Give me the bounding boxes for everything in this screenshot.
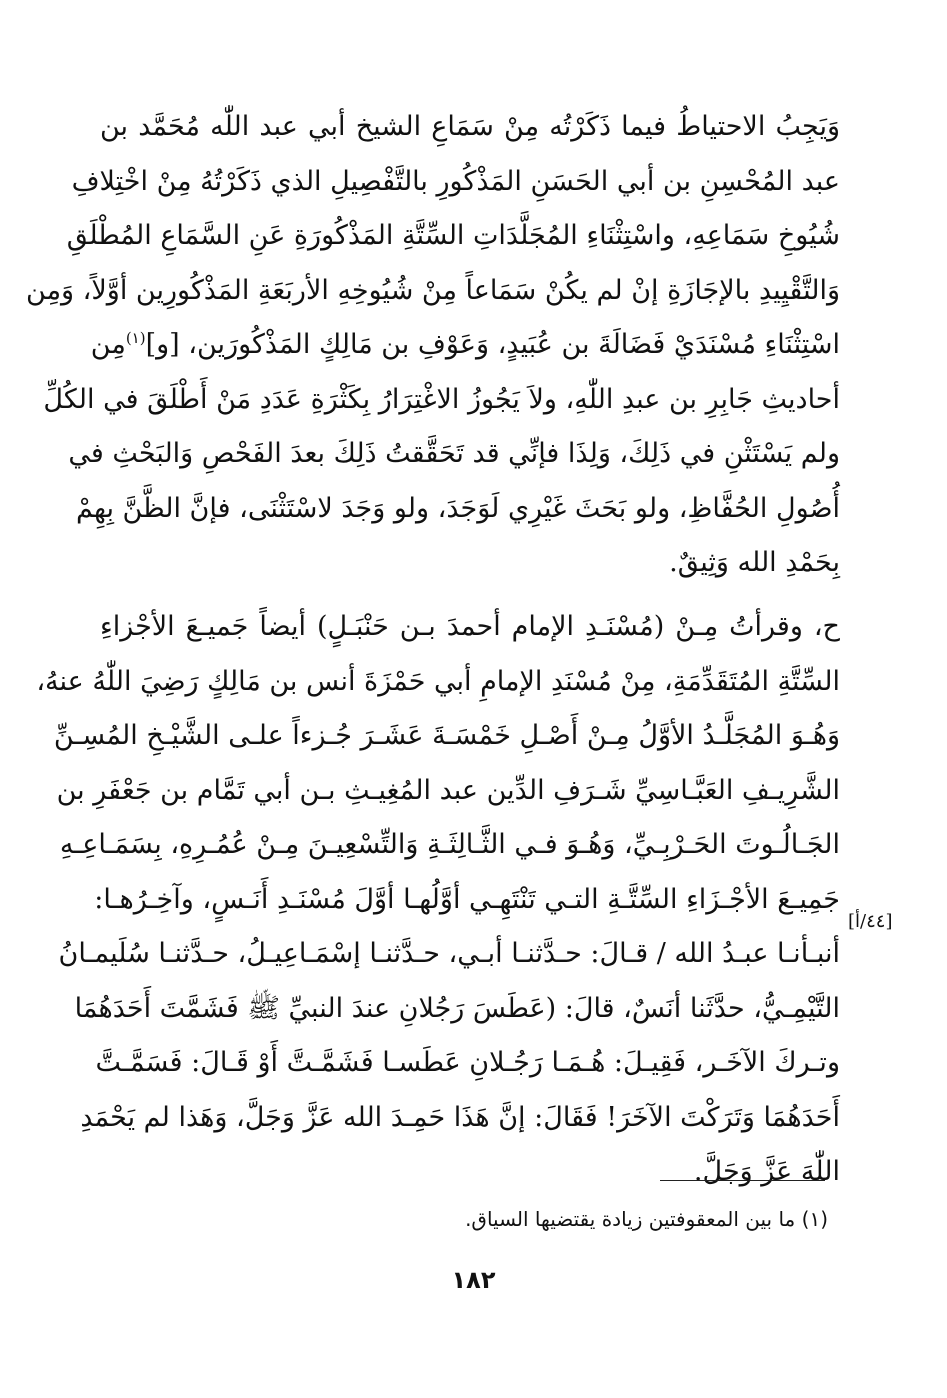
text-line: وَيَجِبُ الاحتياطُ فيما ذَكَرْتُه مِنْ سَمَاعِ الشيخ أبي عبد اللّٰه مُحَمَّد بن: [100, 111, 840, 142]
text-line: [90, 318, 840, 373]
text-segment: مِن: [90, 329, 126, 360]
text-line: وَهُـوَ المُجَلَّـدُ الأوَّلُ مِـنْ أَصْـلِ خَمْسَـةَ عَشَـرَ جُـزءاً علـى الشَّيْـخِ المُسِـنِّ: [53, 720, 840, 751]
text-line: الجَـالُـوتَ الحَـرْبِـيِّ، وَهُـوَ فـي الثَّـالِثَـةِ وَالتِّسْعِيـنَ مِـنْ عُمُـرِهِ، بِسَمَـاعِـهِ: [59, 829, 840, 860]
text-line: بِحَمْدِ الله وَثِيقٌ.: [669, 547, 840, 578]
text-line: السِّتَّةِ المُتَقَدِّمَةِ، مِنْ مُسْنَدِ الإمامِ أبي حَمْزَةَ أنس بن مَالِكٍ رَضِيَ اللّٰهُ عنهُ،: [36, 665, 840, 697]
footnote-marker: (١): [125, 329, 146, 347]
paragraph-1: [26, 100, 840, 591]
text-segment: اسْتِثْنَاءِ مُسْنَدَيْ فَضَالَةَ بن عُبَيدٍ، وَعَوْفِ بن مَالِكٍ المَذْكُورَين، [و]: [145, 329, 840, 360]
text-line: وَالتَّقْيِيدِ بالإجَازَةِ إنْ لم يكُنْ سَمَاعاً مِنْ شُيُوخِهِ الأربَعَةِ المَذْكُورِين أوَّلاً، وَمِن: [26, 274, 840, 306]
text-line: اللّٰهَ عَزَّ وَجَلَّ.: [693, 1156, 840, 1187]
footnote: (١) ما بين المعقوفتين زيادة يقتضيها السياق.: [465, 1207, 828, 1231]
text-line: الشَّرِيـفِ العَبَّـاسِيِّ شَـرَفِ الدِّين عبد المُغِيـثِ بـن أبي تَمَّام بن جَعْفَرِ بن: [56, 774, 840, 806]
text-line: ح، وقرأتُ مِـنْ (مُسْنَـدِ الإمام أحمدَ بـن حَنْبَـلٍ) أيضاً جَميـعَ الأجْزاءِ: [100, 611, 840, 642]
text-line: شُيُوخِ سَمَاعِهِ، واسْتِثْنَاءِ المُجَلَّدَاتِ السِّتَّةِ المَذْكُورَةِ عَنِ السَّمَاعِ المُطْلَقِ: [66, 220, 840, 251]
text-line: عبد المُحْسِنِ بن أبي الحَسَنِ المَذْكُورِ بالتَّفْصِيلِ الذي ذَكَرْتُهُ مِنْ اخْتِلافِ: [71, 165, 840, 197]
text-line: ولم يَسْتَثْنِ في ذَلِكَ، وَلِذَا فإنِّي قد تَحَقَّقتُ ذَلِكَ بعدَ الفَحْصِ وَالبَحْثِ في: [68, 438, 840, 469]
text-line: وتـركَ الآخَـر، فَقِيـلَ: هُـمَـا رَجُـلانِ عَطَسـا فَشَمَّـتَّ أَوْ قَـالَ: فَسَمَّـتَّ: [95, 1047, 840, 1078]
text-line: أَحَدَهُمَا وَتَرَكْتَ الآخَرَ! فَقَالَ: إنَّ هَذَا حَمِـدَ الله عَزَّ وَجَلَّ، وَهَذا لم يَحْمَدِ: [80, 1101, 840, 1133]
text-line: أحاديثِ جَابِرِ بن عبدِ اللّٰهِ، ولاَ يَجُوزُ الاغْتِرَارُ بِكَثْرَةِ عَدَدِ مَنْ أَطْلَقَ في الكُلِّ: [43, 383, 840, 415]
paragraph-2: [36, 600, 840, 1200]
footnote-divider: [660, 1180, 825, 1181]
text-line: التَّيْمِـيُّ، حدَّثَنا أنَسٌ، قالَ: (عَطَسَ رَجُلانِ عندَ النبيِّ ﷺ فَشَمَّتَ أَحَدَهُمَا: [74, 992, 840, 1024]
page-number: ١٨٢: [451, 1266, 496, 1294]
text-line: أُصُولِ الحُفَّاظِ، ولو بَحَثَ غَيْرِي لَوَجَدَ، ولو وَجَدَ لاسْتَثْنَى، فإنَّ الظَّنَّ بِهِمْ: [76, 492, 840, 524]
margin-folio-reference: [٤٤/أ]: [848, 911, 893, 932]
text-line: جَمِيـعَ الأجْـزَاءِ السِّتَّـةِ التـي تَنْتَهِـي أوَّلُهـا أوَّلَ مُسْنَـدِ أَنَـسٍ، وآخِـرُهـا:: [94, 883, 840, 915]
text-line: أنبـأنـا عبـدُ الله / قـالَ: حـدَّثنـا أبـي، حـدَّثنـا إسْمَـاعِيـلُ، حـدَّثنـا سُلَيمـانُ: [58, 938, 840, 969]
